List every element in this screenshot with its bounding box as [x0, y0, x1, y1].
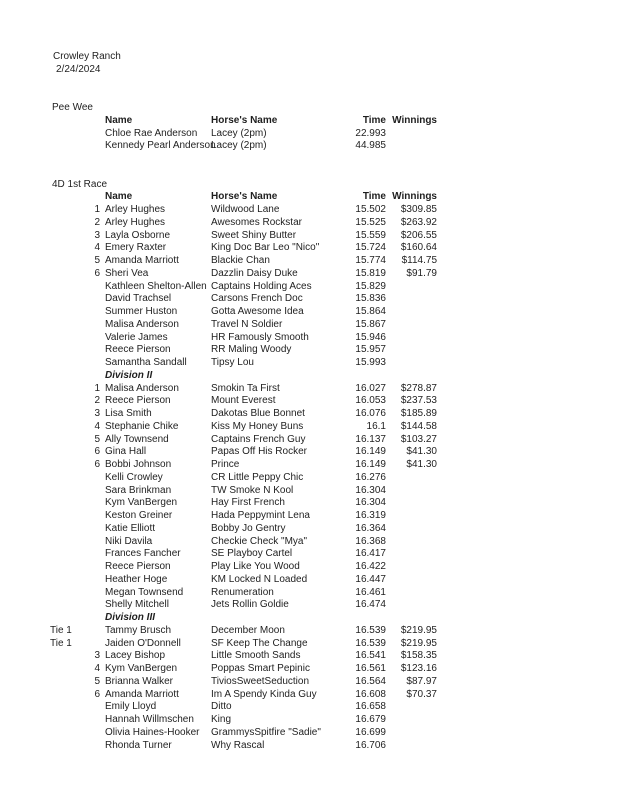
cell-rider-name: Bobbi Johnson — [105, 459, 172, 470]
cell-horse-name: Gotta Awesome Idea — [211, 306, 304, 317]
cell-time: 15.993 — [355, 357, 386, 368]
cell-rider-name: Kennedy Pearl Anderson — [105, 140, 216, 152]
table-row — [0, 676, 618, 689]
cell-horse-name: KM Locked N Loaded — [211, 573, 308, 585]
cell-time: 15.957 — [355, 344, 386, 356]
cell-time: 16.053 — [355, 395, 386, 407]
cell-horse-name: Hada Peppymint Lena — [211, 510, 310, 521]
cell-time: 15.836 — [355, 293, 386, 305]
cell-rider-name: Megan Townsend — [105, 586, 184, 598]
cell-rider-name: Kelli Crowley — [105, 471, 163, 483]
cell-time: 16.276 — [355, 471, 386, 483]
cell-horse-name: Papas Off His Rocker — [211, 446, 307, 458]
table-row — [0, 638, 618, 651]
cell-horse-name: TiviosSweetSeduction — [211, 675, 310, 687]
cell-horse-name: Ditto — [211, 701, 232, 713]
cell-time: 16.368 — [355, 535, 386, 547]
cell-horse-name: Travel N Soldier — [211, 318, 283, 330]
cell-rider-name: Amanda Marriott — [105, 688, 179, 700]
cell-time: 16.417 — [355, 548, 386, 560]
cell-rider-name: Malisa Anderson — [105, 318, 179, 330]
cell-rider-name: Ally Townsend — [105, 433, 169, 445]
cell-time: 15.502 — [355, 204, 386, 215]
table-row — [0, 204, 618, 217]
cell-time: 15.559 — [355, 229, 386, 241]
cell-horse-name: King Doc Bar Leo "Nico" — [211, 242, 320, 254]
cell-horse-name: Awesomes Rockstar — [211, 216, 302, 228]
cell-rider-name: Gina Hall — [105, 446, 147, 458]
table-row — [0, 485, 618, 498]
cell-rider-name: Kathleen Shelton-Allen — [105, 280, 207, 292]
cell-time: 16.364 — [355, 522, 386, 534]
cell-time: 16.027 — [355, 382, 386, 394]
table-row — [0, 472, 618, 485]
cell-rider-name: Samantha Sandall — [105, 357, 187, 368]
cell-horse-name: King — [211, 714, 232, 725]
cell-horse-name: Lacey (2pm) — [211, 140, 267, 152]
cell-rider-name: Layla Osborne — [105, 229, 171, 241]
cell-rider-name: Kym VanBergen — [105, 663, 178, 674]
table-row — [0, 128, 618, 141]
cell-winnings: $263.92 — [400, 216, 437, 228]
cell-horse-name: Blackie Chan — [211, 255, 270, 266]
cell-horse-name: December Moon — [211, 624, 285, 636]
cell-horse-name: Im A Spendy Kinda Guy — [211, 688, 317, 700]
cell-time: 44.985 — [355, 140, 386, 152]
cell-rider-name: Shelly Mitchell — [105, 599, 169, 611]
cell-rider-name: Reece Pierson — [105, 561, 171, 572]
cell-time: 16.137 — [355, 433, 386, 445]
cell-time: 15.774 — [355, 255, 386, 266]
cell-winnings: $219.95 — [400, 637, 437, 649]
cell-rider-name: Lacey Bishop — [105, 650, 166, 662]
cell-time: 16.076 — [355, 408, 386, 419]
table-row — [0, 357, 618, 370]
cell-rider-name: Heather Hoge — [105, 573, 168, 585]
cell-winnings: $87.97 — [406, 675, 437, 687]
cell-time: 16.149 — [355, 459, 386, 470]
cell-rider-name: Arley Hughes — [105, 204, 166, 215]
cell-place: 6 — [94, 267, 100, 279]
cell-time: 16.149 — [355, 446, 386, 458]
cell-place: 6 — [94, 446, 100, 458]
cell-horse-name: Carsons French Doc — [211, 293, 303, 305]
cell-winnings: $160.64 — [400, 242, 437, 254]
cell-rider-name: Rhonda Turner — [105, 739, 172, 751]
cell-horse-name: Dakotas Blue Bonnet — [211, 408, 305, 419]
cell-time: 16.1 — [366, 420, 386, 432]
column-header-name: Name — [105, 191, 133, 203]
column-header-name: Name — [105, 114, 133, 126]
cell-place: 3 — [94, 229, 100, 241]
table-row — [0, 727, 618, 740]
section-spacer — [0, 77, 618, 103]
cell-rider-name: Kym VanBergen — [105, 497, 178, 509]
cell-time: 15.867 — [355, 318, 386, 330]
cell-time: 16.564 — [355, 675, 386, 687]
table-row — [0, 383, 618, 396]
column-header-time: Time — [362, 114, 386, 126]
column-header-winnings: Winnings — [392, 191, 437, 203]
cell-time: 16.679 — [355, 714, 386, 725]
cell-rider-name: Sara Brinkman — [105, 484, 172, 496]
cell-winnings: $91.79 — [406, 267, 437, 279]
cell-rider-name: Stephanie Chike — [105, 420, 179, 432]
cell-time: 16.539 — [355, 624, 386, 636]
cell-time: 16.699 — [355, 726, 386, 738]
cell-horse-name: Renumeration — [211, 586, 274, 598]
column-header-horse: Horse's Name — [211, 191, 278, 203]
cell-place: 6 — [94, 688, 100, 700]
cell-time: 16.539 — [355, 637, 386, 649]
cell-horse-name: Little Smooth Sands — [211, 650, 301, 662]
cell-horse-name: GrammysSpitfire "Sadie" — [211, 726, 321, 738]
cell-place: 2 — [94, 216, 100, 228]
column-header-row — [0, 191, 618, 204]
cell-winnings: $70.37 — [406, 688, 437, 700]
cell-horse-name: Poppas Smart Pepinic — [211, 663, 310, 674]
table-row — [0, 599, 618, 612]
cell-horse-name: Prince — [211, 459, 240, 470]
table-row — [0, 306, 618, 319]
cell-place: 6 — [94, 459, 100, 470]
cell-rider-name: Summer Huston — [105, 306, 178, 317]
cell-horse-name: HR Famously Smooth — [211, 331, 309, 343]
cell-horse-name: Smokin Ta First — [211, 382, 280, 394]
cell-time: 16.319 — [355, 510, 386, 521]
cell-winnings: $185.89 — [400, 408, 437, 419]
cell-winnings: $237.53 — [400, 395, 437, 407]
cell-time: 22.993 — [355, 127, 386, 139]
table-row — [0, 140, 618, 153]
cell-time: 16.608 — [355, 688, 386, 700]
cell-rider-name: Tammy Brusch — [105, 624, 172, 636]
cell-rider-name: Emery Raxter — [105, 242, 167, 254]
cell-winnings: $206.55 — [400, 229, 437, 241]
table-row — [0, 740, 618, 753]
event-date: 2/24/2024 — [56, 63, 101, 75]
section-label: Pee Wee — [52, 102, 93, 113]
cell-place: 4 — [94, 663, 100, 674]
table-row — [0, 701, 618, 714]
cell-place: 3 — [94, 650, 100, 662]
cell-rider-name: Emily Lloyd — [105, 701, 157, 713]
cell-rider-name: Sheri Vea — [105, 267, 149, 279]
cell-rider-name: Arley Hughes — [105, 216, 166, 228]
cell-rider-name: Jaiden O'Donnell — [105, 637, 181, 649]
cell-horse-name: Jets Rollin Goldie — [211, 599, 289, 611]
table-row — [0, 332, 618, 345]
cell-place: 1 — [94, 204, 100, 215]
cell-time: 15.864 — [355, 306, 386, 317]
cell-time: 16.706 — [355, 739, 386, 751]
cell-rider-name: Reece Pierson — [105, 395, 171, 407]
cell-time: 16.461 — [355, 586, 386, 598]
cell-place: 5 — [94, 675, 100, 687]
section-label: 4D 1st Race — [52, 178, 108, 190]
cell-horse-name: RR Maling Woody — [211, 344, 292, 356]
cell-winnings: $309.85 — [400, 204, 437, 215]
table-row — [0, 663, 618, 676]
cell-time: 16.304 — [355, 484, 386, 496]
table-row — [0, 523, 618, 536]
table-row — [0, 319, 618, 332]
cell-winnings: $114.75 — [401, 255, 437, 266]
cell-horse-name: Dazzlin Daisy Duke — [211, 267, 298, 279]
division-label: Division III — [105, 612, 156, 623]
table-row — [0, 497, 618, 510]
cell-rider-name: Keston Greiner — [105, 510, 173, 521]
table-row — [0, 510, 618, 523]
cell-rider-name: Malisa Anderson — [105, 382, 179, 394]
cell-place: 2 — [94, 395, 100, 407]
cell-time: 15.724 — [355, 242, 386, 254]
cell-winnings: $278.87 — [400, 382, 437, 394]
table-row — [0, 344, 618, 357]
table-row — [0, 268, 618, 281]
cell-horse-name: Captains Holding Aces — [211, 280, 312, 292]
cell-time: 15.829 — [355, 280, 386, 292]
cell-rider-name: Olivia Haines-Hooker — [105, 726, 200, 738]
cell-time: 15.946 — [355, 331, 386, 343]
cell-place: 5 — [94, 433, 100, 445]
cell-time: 16.304 — [355, 497, 386, 509]
tie-label: Tie 1 — [50, 637, 72, 649]
section-spacer — [0, 153, 618, 179]
cell-rider-name: Lisa Smith — [105, 408, 152, 419]
sections-container — [0, 77, 618, 753]
cell-horse-name: Hay First French — [211, 497, 285, 509]
cell-horse-name: Kiss My Honey Buns — [211, 420, 304, 432]
cell-time: 15.819 — [355, 267, 386, 279]
cell-time: 16.474 — [355, 599, 386, 611]
table-row — [0, 561, 618, 574]
table-row — [0, 255, 618, 268]
cell-place: 4 — [94, 420, 100, 432]
cell-winnings: $158.35 — [400, 650, 437, 662]
table-row — [0, 625, 618, 638]
page-title: Crowley Ranch — [53, 51, 121, 62]
cell-horse-name: SF Keep The Change — [211, 637, 308, 649]
table-row — [0, 587, 618, 600]
column-header-horse: Horse's Name — [211, 114, 278, 126]
table-row — [0, 434, 618, 447]
cell-rider-name: Chloe Rae Anderson — [105, 127, 198, 139]
cell-horse-name: CR Little Peppy Chic — [211, 471, 304, 483]
table-row — [0, 548, 618, 561]
cell-rider-name: Frances Fancher — [105, 548, 181, 560]
cell-place: 4 — [94, 242, 100, 254]
cell-winnings: $219.95 — [400, 624, 437, 636]
cell-rider-name: David Trachsel — [105, 293, 172, 305]
table-row — [0, 242, 618, 255]
table-row — [0, 217, 618, 230]
table-row — [0, 408, 618, 421]
cell-time: 16.447 — [355, 573, 386, 585]
column-header-time: Time — [362, 191, 386, 203]
table-row — [0, 689, 618, 702]
cell-rider-name: Niki Davila — [105, 535, 153, 547]
column-header-winnings: Winnings — [392, 114, 437, 126]
cell-winnings: $144.58 — [400, 420, 437, 432]
cell-horse-name: Mount Everest — [211, 395, 276, 407]
table-row — [0, 574, 618, 587]
table-row — [0, 459, 618, 472]
cell-place: 1 — [94, 382, 100, 394]
table-row — [0, 230, 618, 243]
table-row — [0, 650, 618, 663]
tie-label: Tie 1 — [50, 624, 72, 636]
cell-winnings: $41.30 — [406, 459, 437, 470]
cell-rider-name: Brianna Walker — [105, 675, 173, 687]
cell-time: 16.561 — [355, 663, 386, 674]
cell-horse-name: Sweet Shiny Butter — [211, 229, 297, 241]
cell-place: 5 — [94, 255, 100, 266]
cell-horse-name: SE Playboy Cartel — [211, 548, 293, 560]
cell-rider-name: Amanda Marriott — [105, 255, 179, 266]
cell-place: 3 — [94, 408, 100, 419]
cell-rider-name: Reece Pierson — [105, 344, 171, 356]
cell-horse-name: Lacey (2pm) — [211, 127, 267, 139]
cell-horse-name: Play Like You Wood — [211, 561, 300, 572]
cell-horse-name: Why Rascal — [211, 739, 265, 751]
cell-rider-name: Katie Elliott — [105, 522, 156, 534]
cell-rider-name: Valerie James — [105, 331, 168, 343]
table-row — [0, 536, 618, 549]
division-label: Division II — [105, 369, 153, 381]
cell-time: 16.658 — [355, 701, 386, 713]
cell-horse-name: Captains French Guy — [211, 433, 306, 445]
cell-winnings: $103.27 — [400, 433, 437, 445]
table-row — [0, 714, 618, 727]
table-row — [0, 421, 618, 434]
table-row — [0, 395, 618, 408]
table-row — [0, 281, 618, 294]
column-header-row — [0, 115, 618, 128]
cell-time: 15.525 — [355, 216, 386, 228]
cell-time: 16.541 — [355, 650, 386, 662]
cell-winnings: $41.30 — [406, 446, 437, 458]
cell-time: 16.422 — [355, 561, 386, 572]
cell-horse-name: Wildwood Lane — [211, 204, 280, 215]
cell-rider-name: Hannah Willmschen — [105, 714, 194, 725]
cell-horse-name: Bobby Jo Gentry — [211, 522, 286, 534]
cell-horse-name: TW Smoke N Kool — [211, 484, 294, 496]
table-row — [0, 293, 618, 306]
cell-horse-name: Tipsy Lou — [211, 357, 254, 368]
cell-winnings: $123.16 — [400, 663, 437, 674]
cell-horse-name: Checkie Check "Mya" — [211, 535, 308, 547]
table-row — [0, 446, 618, 459]
